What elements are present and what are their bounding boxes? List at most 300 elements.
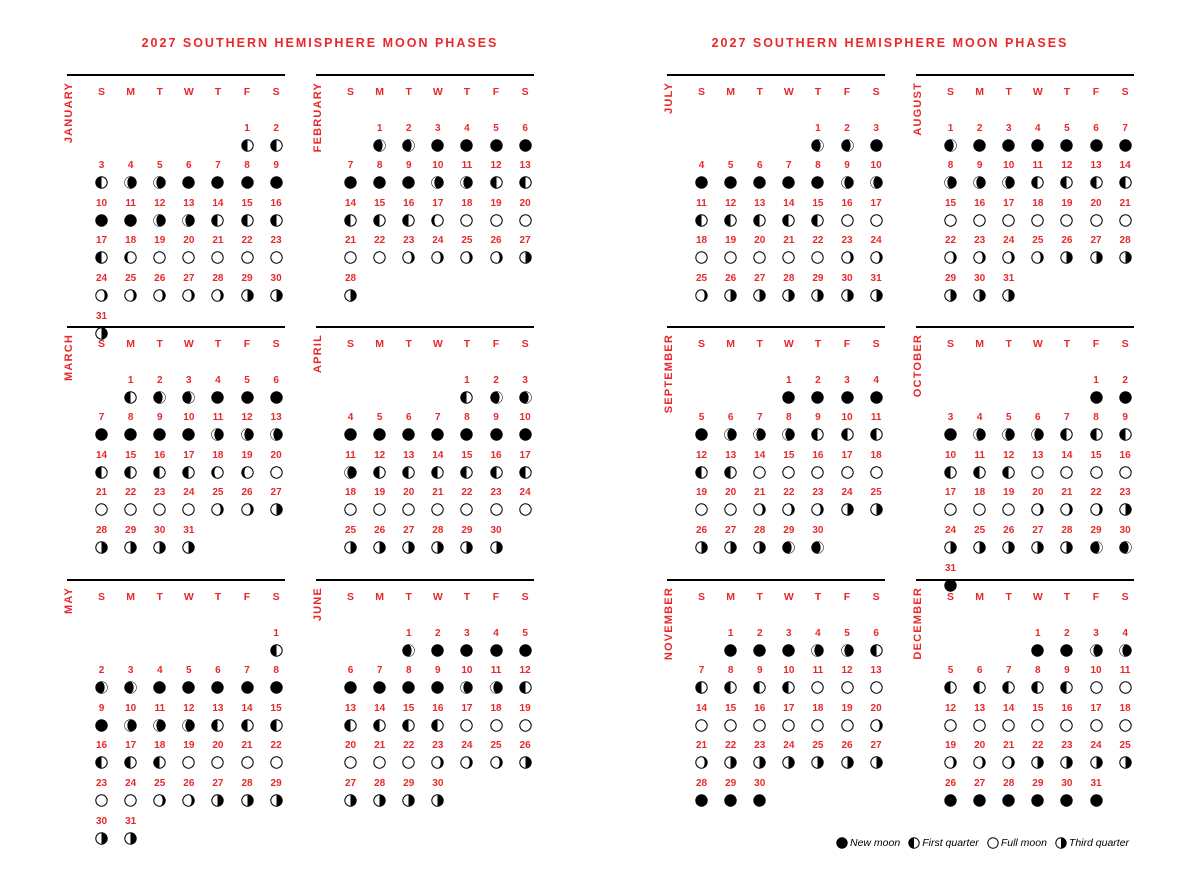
day-number: 20 — [270, 449, 282, 461]
full-moon-icon — [344, 752, 357, 769]
day-cell — [803, 410, 832, 448]
day-cell — [1081, 701, 1110, 739]
day-number: 28 — [1003, 777, 1015, 789]
day-number: 11 — [345, 449, 356, 461]
day-number: 25 — [812, 740, 824, 752]
day-number: 24 — [1003, 235, 1015, 247]
day-number: 28 — [1119, 235, 1131, 247]
empty-cell — [994, 626, 1023, 664]
month-name: JULY — [663, 82, 675, 114]
day-cell — [394, 448, 423, 486]
waning-crescent-moon-icon — [1002, 424, 1015, 441]
day-number: 23 — [1119, 487, 1131, 499]
day-cell — [174, 523, 203, 561]
day-number: 24 — [95, 272, 108, 284]
day-cell — [1023, 523, 1052, 561]
day-number: 27 — [270, 487, 282, 499]
day-number: 15 — [270, 702, 282, 714]
day-number: 30 — [754, 777, 766, 789]
full-moon-icon — [182, 752, 195, 769]
weekday-header: M — [126, 338, 136, 350]
day-number: 11 — [974, 449, 985, 461]
day-cell — [511, 448, 540, 486]
empty-cell — [936, 373, 965, 411]
weekday-header: S — [1121, 86, 1129, 98]
day-cell — [862, 121, 891, 159]
day-number: 20 — [870, 702, 882, 714]
day-cell — [936, 701, 965, 739]
day-number: 10 — [461, 665, 473, 677]
day-number: 3 — [435, 122, 441, 134]
day-number: 25 — [125, 272, 137, 284]
empty-cell — [936, 626, 965, 664]
day-number: 14 — [1061, 449, 1073, 461]
new-moon-icon — [1090, 387, 1103, 404]
day-number: 18 — [154, 740, 166, 752]
day-number: 6 — [1035, 412, 1041, 424]
weekday-header: S — [98, 338, 106, 350]
day-number: 9 — [844, 160, 850, 172]
day-number: 7 — [347, 160, 354, 172]
day-cell — [452, 233, 481, 271]
new-moon-icon — [182, 172, 195, 189]
day-cell — [1023, 121, 1052, 159]
day-cell — [145, 738, 174, 776]
day-cell — [116, 448, 145, 486]
day-cell — [87, 448, 116, 486]
weekday-header: S — [698, 86, 706, 98]
day-number: 2 — [756, 627, 763, 639]
day-cell — [716, 626, 745, 664]
day-number: 4 — [976, 412, 983, 424]
full-moon-icon — [1090, 677, 1103, 694]
day-cell — [862, 233, 891, 271]
weekday-header: S — [347, 591, 355, 603]
full-moon-icon — [841, 677, 854, 694]
new-moon-icon — [182, 424, 195, 441]
waning-crescent-moon-icon — [153, 210, 166, 227]
day-number: 24 — [783, 740, 795, 752]
third-quarter-moon-icon — [431, 790, 444, 807]
day-cell — [232, 738, 261, 776]
weekday-header: S — [872, 591, 880, 603]
empty-cell — [232, 626, 261, 664]
month-april — [312, 326, 534, 536]
day-cell — [336, 158, 365, 196]
third-quarter-moon-icon — [211, 790, 224, 807]
first-quarter-moon-icon — [153, 462, 166, 479]
day-cell — [232, 271, 261, 309]
day-cell — [687, 523, 716, 561]
day-number: 26 — [1061, 235, 1073, 247]
day-number: 23 — [974, 235, 986, 247]
third-quarter-moon-icon — [1060, 247, 1073, 264]
waning-crescent-moon-icon — [460, 677, 473, 694]
day-number: 19 — [695, 487, 708, 499]
day-cell — [116, 776, 145, 814]
day-number: 5 — [376, 412, 383, 424]
month-grid — [87, 588, 291, 851]
day-cell — [936, 121, 965, 159]
third-quarter-moon-icon — [811, 752, 824, 769]
day-cell — [365, 523, 394, 561]
day-number: 31 — [125, 815, 137, 827]
day-cell — [716, 410, 745, 448]
full-moon-icon — [695, 499, 708, 516]
weekday-header: M — [375, 86, 385, 98]
new-moon-icon — [241, 172, 254, 189]
weekday-header: M — [726, 338, 736, 350]
day-number: 14 — [783, 197, 795, 209]
day-cell — [365, 233, 394, 271]
full-moon-icon — [519, 210, 532, 227]
day-cell — [203, 373, 232, 411]
day-number: 28 — [374, 777, 386, 789]
day-number: 27 — [344, 777, 357, 789]
third-quarter-moon-icon — [373, 790, 386, 807]
day-cell — [965, 485, 994, 523]
day-cell — [1081, 121, 1110, 159]
weekday-header: S — [521, 86, 529, 98]
new-moon-icon — [753, 790, 766, 807]
day-number: 11 — [696, 197, 707, 209]
day-number: 19 — [1003, 487, 1015, 499]
day-cell — [174, 776, 203, 814]
day-cell — [145, 233, 174, 271]
full-moon-icon — [944, 499, 957, 516]
day-number: 10 — [1003, 160, 1015, 172]
day-cell — [511, 196, 540, 234]
waning-gibbous-moon-icon — [211, 462, 224, 479]
waxing-gibbous-moon-icon — [973, 247, 986, 264]
day-cell — [87, 814, 116, 852]
full-moon-icon — [870, 462, 883, 479]
day-cell — [994, 448, 1023, 486]
third-quarter-moon-icon — [241, 790, 254, 807]
empty-cell — [203, 121, 232, 159]
day-cell — [423, 233, 452, 271]
full-moon-icon — [519, 499, 532, 516]
day-cell — [232, 121, 261, 159]
empty-cell — [716, 121, 745, 159]
day-cell — [394, 523, 423, 561]
day-cell — [116, 410, 145, 448]
day-cell — [1023, 485, 1052, 523]
day-number: 12 — [695, 449, 708, 461]
month-grid — [687, 83, 891, 309]
third-quarter-moon-icon — [724, 537, 737, 554]
day-number: 12 — [490, 160, 502, 172]
day-cell — [452, 410, 481, 448]
empty-cell — [336, 373, 365, 411]
month-grid — [936, 588, 1140, 814]
day-cell — [1052, 121, 1081, 159]
day-number: 28 — [432, 524, 444, 536]
new-moon-icon — [782, 640, 795, 657]
day-number: 12 — [841, 665, 853, 677]
day-number: 5 — [844, 627, 850, 639]
day-number: 28 — [783, 272, 795, 284]
third-quarter-moon-icon — [1031, 752, 1044, 769]
day-cell — [862, 410, 891, 448]
day-number: 14 — [241, 702, 253, 714]
weekday-header: W — [183, 338, 194, 350]
new-moon-icon — [182, 677, 195, 694]
empty-cell — [745, 121, 774, 159]
third-quarter-moon-icon — [1119, 499, 1132, 516]
day-cell — [262, 663, 291, 701]
day-number: 21 — [695, 740, 708, 752]
day-cell — [481, 410, 510, 448]
waxing-gibbous-moon-icon — [95, 285, 108, 302]
day-cell — [452, 158, 481, 196]
waning-gibbous-moon-icon — [431, 210, 444, 227]
waxing-crescent-moon-icon — [1090, 537, 1103, 554]
day-cell — [774, 158, 803, 196]
day-number: 25 — [212, 487, 224, 499]
day-cell — [716, 776, 745, 814]
day-number: 16 — [270, 197, 282, 209]
day-number: 10 — [519, 412, 531, 424]
third-quarter-moon-icon — [402, 537, 415, 554]
day-number: 27 — [870, 740, 882, 752]
new-moon-icon — [270, 387, 283, 404]
day-number: 20 — [725, 487, 737, 499]
full-moon-icon — [270, 247, 283, 264]
first-quarter-moon-icon — [95, 247, 108, 264]
day-cell — [1111, 196, 1140, 234]
day-cell — [994, 701, 1023, 739]
empty-cell — [336, 121, 365, 159]
day-cell — [336, 271, 365, 309]
day-number: 18 — [344, 487, 357, 499]
day-cell — [1111, 158, 1140, 196]
day-number: 1 — [244, 122, 250, 134]
full-moon-icon — [753, 715, 766, 732]
waxing-crescent-moon-icon — [182, 387, 195, 404]
day-number: 8 — [786, 412, 792, 424]
day-number: 2 — [1122, 374, 1128, 386]
weekday-header: W — [183, 86, 194, 98]
day-number: 14 — [95, 449, 108, 461]
waxing-gibbous-moon-icon — [460, 752, 473, 769]
month-name: FEBRUARY — [312, 82, 324, 153]
day-number: 27 — [403, 524, 415, 536]
third-quarter-moon-icon — [944, 285, 957, 302]
first-quarter-moon-icon — [782, 677, 795, 694]
waxing-gibbous-moon-icon — [1002, 752, 1015, 769]
first-quarter-moon-icon — [95, 752, 108, 769]
day-cell — [511, 410, 540, 448]
day-number: 16 — [1061, 702, 1073, 714]
day-cell — [174, 233, 203, 271]
day-number: 10 — [432, 160, 444, 172]
day-cell — [687, 271, 716, 309]
day-cell — [745, 663, 774, 701]
day-cell — [745, 776, 774, 814]
full-moon-icon — [1119, 462, 1132, 479]
day-number: 27 — [212, 777, 224, 789]
day-number: 29 — [270, 777, 282, 789]
day-cell — [394, 410, 423, 448]
weekday-header: F — [1092, 591, 1100, 603]
waxing-gibbous-moon-icon — [490, 247, 503, 264]
first-quarter-moon-icon — [402, 210, 415, 227]
day-number: 9 — [156, 412, 163, 424]
day-number: 17 — [1090, 702, 1102, 714]
day-number: 3 — [1005, 122, 1012, 134]
day-number: 2 — [493, 374, 499, 386]
first-quarter-moon-icon — [241, 715, 254, 732]
new-moon-icon — [460, 640, 473, 657]
new-moon-icon — [431, 677, 444, 694]
day-number: 6 — [976, 665, 983, 677]
full-moon-icon — [870, 677, 883, 694]
third-quarter-moon-icon — [460, 537, 473, 554]
day-number: 15 — [783, 449, 795, 461]
day-number: 6 — [1093, 122, 1099, 134]
day-cell — [87, 663, 116, 701]
day-cell — [745, 448, 774, 486]
day-cell — [262, 373, 291, 411]
day-number: 2 — [405, 122, 412, 134]
day-cell — [203, 701, 232, 739]
day-number: 12 — [519, 665, 531, 677]
day-number: 21 — [212, 235, 224, 247]
full-moon-icon — [841, 715, 854, 732]
day-cell — [174, 271, 203, 309]
new-moon-icon — [373, 677, 386, 694]
waxing-crescent-moon-icon — [153, 387, 166, 404]
day-cell — [1081, 448, 1110, 486]
new-moon-icon — [124, 210, 137, 227]
day-cell — [87, 523, 116, 561]
day-cell — [936, 776, 965, 814]
first-quarter-moon-icon — [841, 424, 854, 441]
new-moon-icon — [519, 135, 532, 152]
day-number: 4 — [1035, 122, 1041, 134]
third-quarter-moon-icon — [241, 285, 254, 302]
day-cell — [1111, 701, 1140, 739]
day-number: 7 — [376, 665, 383, 677]
day-cell — [1081, 158, 1110, 196]
waxing-gibbous-moon-icon — [182, 285, 195, 302]
day-number: 12 — [374, 449, 386, 461]
full-moon-icon — [695, 715, 708, 732]
day-cell — [203, 776, 232, 814]
day-cell — [687, 158, 716, 196]
day-cell — [862, 448, 891, 486]
first-quarter-moon-icon — [944, 677, 957, 694]
day-cell — [511, 738, 540, 776]
day-cell — [452, 738, 481, 776]
new-moon-icon — [1031, 135, 1044, 152]
third-quarter-moon-icon — [1090, 752, 1103, 769]
weekday-header: T — [1005, 591, 1012, 603]
day-number: 8 — [727, 665, 734, 677]
day-number: 19 — [944, 740, 957, 752]
full-moon-icon — [724, 247, 737, 264]
day-number: 2 — [815, 374, 821, 386]
day-number: 17 — [870, 197, 882, 209]
day-cell — [1052, 701, 1081, 739]
day-cell — [203, 448, 232, 486]
day-number: 2 — [156, 374, 163, 386]
day-number: 17 — [432, 197, 444, 209]
day-number: 4 — [873, 374, 879, 386]
third-quarter-moon-icon — [870, 499, 883, 516]
day-cell — [87, 196, 116, 234]
weekday-header: F — [243, 338, 251, 350]
empty-cell — [1052, 373, 1081, 411]
day-number: 2 — [844, 122, 850, 134]
new-moon-icon — [270, 677, 283, 694]
full-moon-icon — [973, 715, 986, 732]
day-number: 10 — [95, 197, 108, 209]
day-number: 14 — [1003, 702, 1015, 714]
day-cell — [774, 196, 803, 234]
empty-cell — [394, 373, 423, 411]
month-name: SEPTEMBER — [663, 334, 675, 414]
day-number: 28 — [344, 272, 357, 284]
new-moon-icon — [944, 424, 957, 441]
day-number: 10 — [1090, 665, 1102, 677]
day-number: 1 — [1035, 627, 1041, 639]
first-quarter-moon-icon — [124, 752, 137, 769]
day-number: 8 — [947, 160, 954, 172]
new-moon-icon — [1060, 640, 1073, 657]
legend-label-new-moon: New moon — [850, 837, 901, 849]
first-quarter-moon-icon — [490, 462, 503, 479]
new-moon-icon — [241, 387, 254, 404]
first-quarter-moon-icon — [182, 462, 195, 479]
waxing-crescent-moon-icon — [95, 677, 108, 694]
day-cell — [936, 271, 965, 309]
day-cell — [687, 448, 716, 486]
weekday-header: T — [463, 86, 471, 98]
month-march — [63, 326, 285, 536]
day-number: 6 — [522, 122, 528, 134]
weekday-header: S — [347, 338, 355, 350]
waxing-gibbous-moon-icon — [153, 790, 166, 807]
day-number: 11 — [212, 412, 224, 424]
first-quarter-moon-icon — [1090, 424, 1103, 441]
weekday-header: T — [1005, 338, 1012, 350]
first-quarter-moon-icon — [373, 210, 386, 227]
day-number: 18 — [212, 449, 224, 461]
day-number: 29 — [403, 777, 415, 789]
waning-crescent-moon-icon — [1002, 172, 1015, 189]
new-moon-icon — [431, 424, 444, 441]
day-cell — [116, 196, 145, 234]
day-number: 8 — [376, 160, 383, 172]
day-number: 26 — [841, 740, 853, 752]
month-name: MARCH — [63, 334, 75, 381]
day-cell — [687, 485, 716, 523]
day-number: 6 — [756, 160, 763, 172]
empty-cell — [116, 121, 145, 159]
day-number: 26 — [695, 524, 708, 536]
day-number: 4 — [347, 412, 354, 424]
day-number: 15 — [812, 197, 824, 209]
day-cell — [803, 523, 832, 561]
day-number: 29 — [812, 272, 824, 284]
day-cell — [994, 196, 1023, 234]
day-number: 31 — [944, 562, 957, 574]
weekday-header: T — [405, 338, 412, 350]
day-number: 15 — [944, 197, 957, 209]
day-cell — [994, 485, 1023, 523]
